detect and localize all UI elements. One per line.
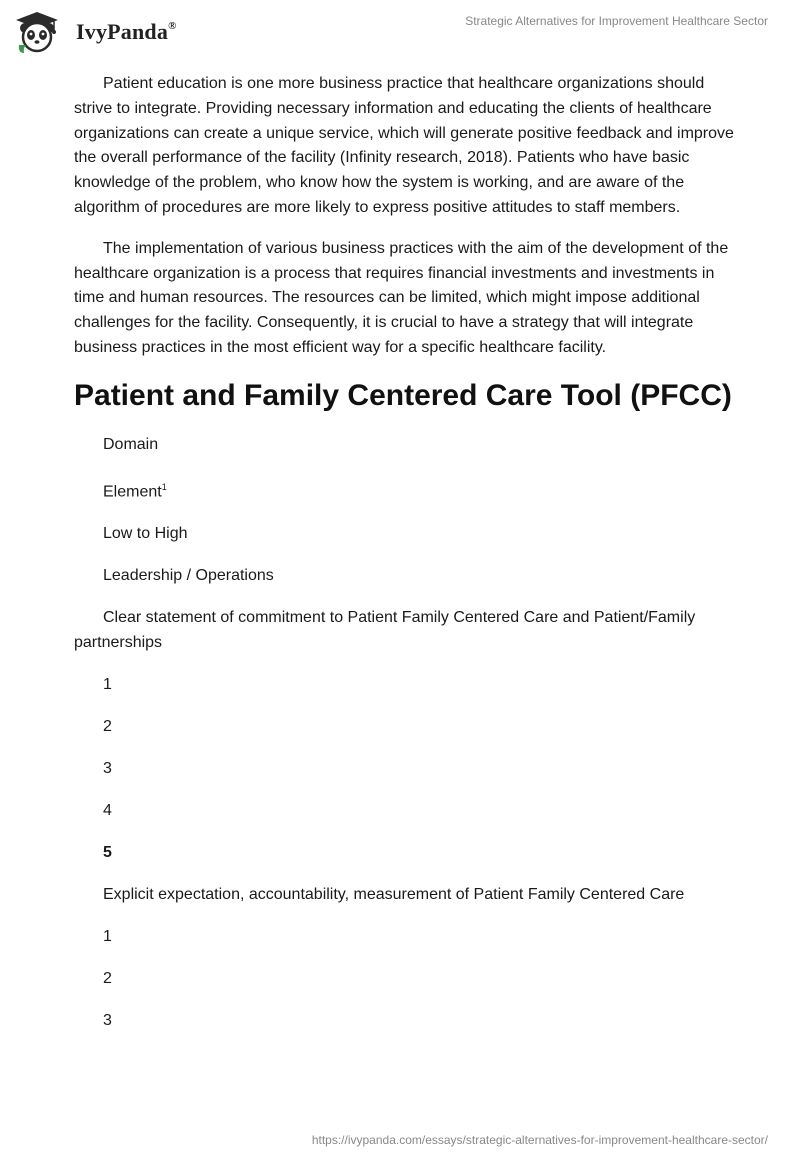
element-2-score-3: 3 (103, 1011, 112, 1029)
table-header-scale: Low to High (103, 525, 188, 543)
element-1-score-4: 4 (103, 801, 112, 819)
element-2-score-2: 2 (103, 969, 112, 987)
brand-name[interactable]: IvyPanda® (76, 19, 177, 44)
element-1-score-5: 5 (103, 843, 112, 861)
element-1-score-3: 3 (103, 759, 112, 777)
table-header-domain: Domain (103, 435, 159, 453)
section-heading: Patient and Family Centered Care Tool (PFCC) (74, 378, 732, 412)
element-1-score-2: 2 (103, 717, 112, 735)
domain-value: Leadership / Operations (103, 567, 274, 585)
panda-logo-icon[interactable] (14, 9, 60, 55)
paragraph-implementation: The implementation of various business practices with the aim of the development of the healthcare organization is a process that requires financial investments and investments in time and human resources. The resources can be limited, which might impose additional challenges for the facility. Consequently, it is crucial to have a strategy that will integrate business practices in the most efficient way for a specific healthcare facility. (74, 239, 729, 356)
paragraph-patient-education: Patient education is one more business practice that healthcare organizations should strive to integrate. Providing necessary information and educating the clients of healthcare organizations can create a unique service, which will generate positive feedback and improve the overall performance of the facility (Infinity research, 2018). Patients who have basic knowledge of the problem, who know how the system is working, and are aware of the algorithm of procedures are more likely to express positive attitudes to staff members. (74, 75, 734, 216)
element-2-score-1: 1 (103, 927, 112, 945)
footnote-marker[interactable]: 1 (161, 481, 167, 492)
source-url-link[interactable]: https://ivypanda.com/essays/strategic-alternatives-for-improvement-healthcare-sector/ (311, 1133, 768, 1147)
article-body (74, 72, 734, 1051)
element-2-text: Explicit expectation, accountability, measurement of Patient Family Centered Care (103, 885, 685, 903)
element-1-score-1: 1 (103, 675, 112, 693)
page-header (0, 0, 800, 64)
element-1-text: Clear statement of commitment to Patient Family Centered Care and Patient/Family partnerships (74, 609, 696, 651)
document-title: Strategic Alternatives for Improvement Healthcare Sector (465, 14, 768, 28)
table-header-element: Element$^1$ (103, 481, 167, 501)
